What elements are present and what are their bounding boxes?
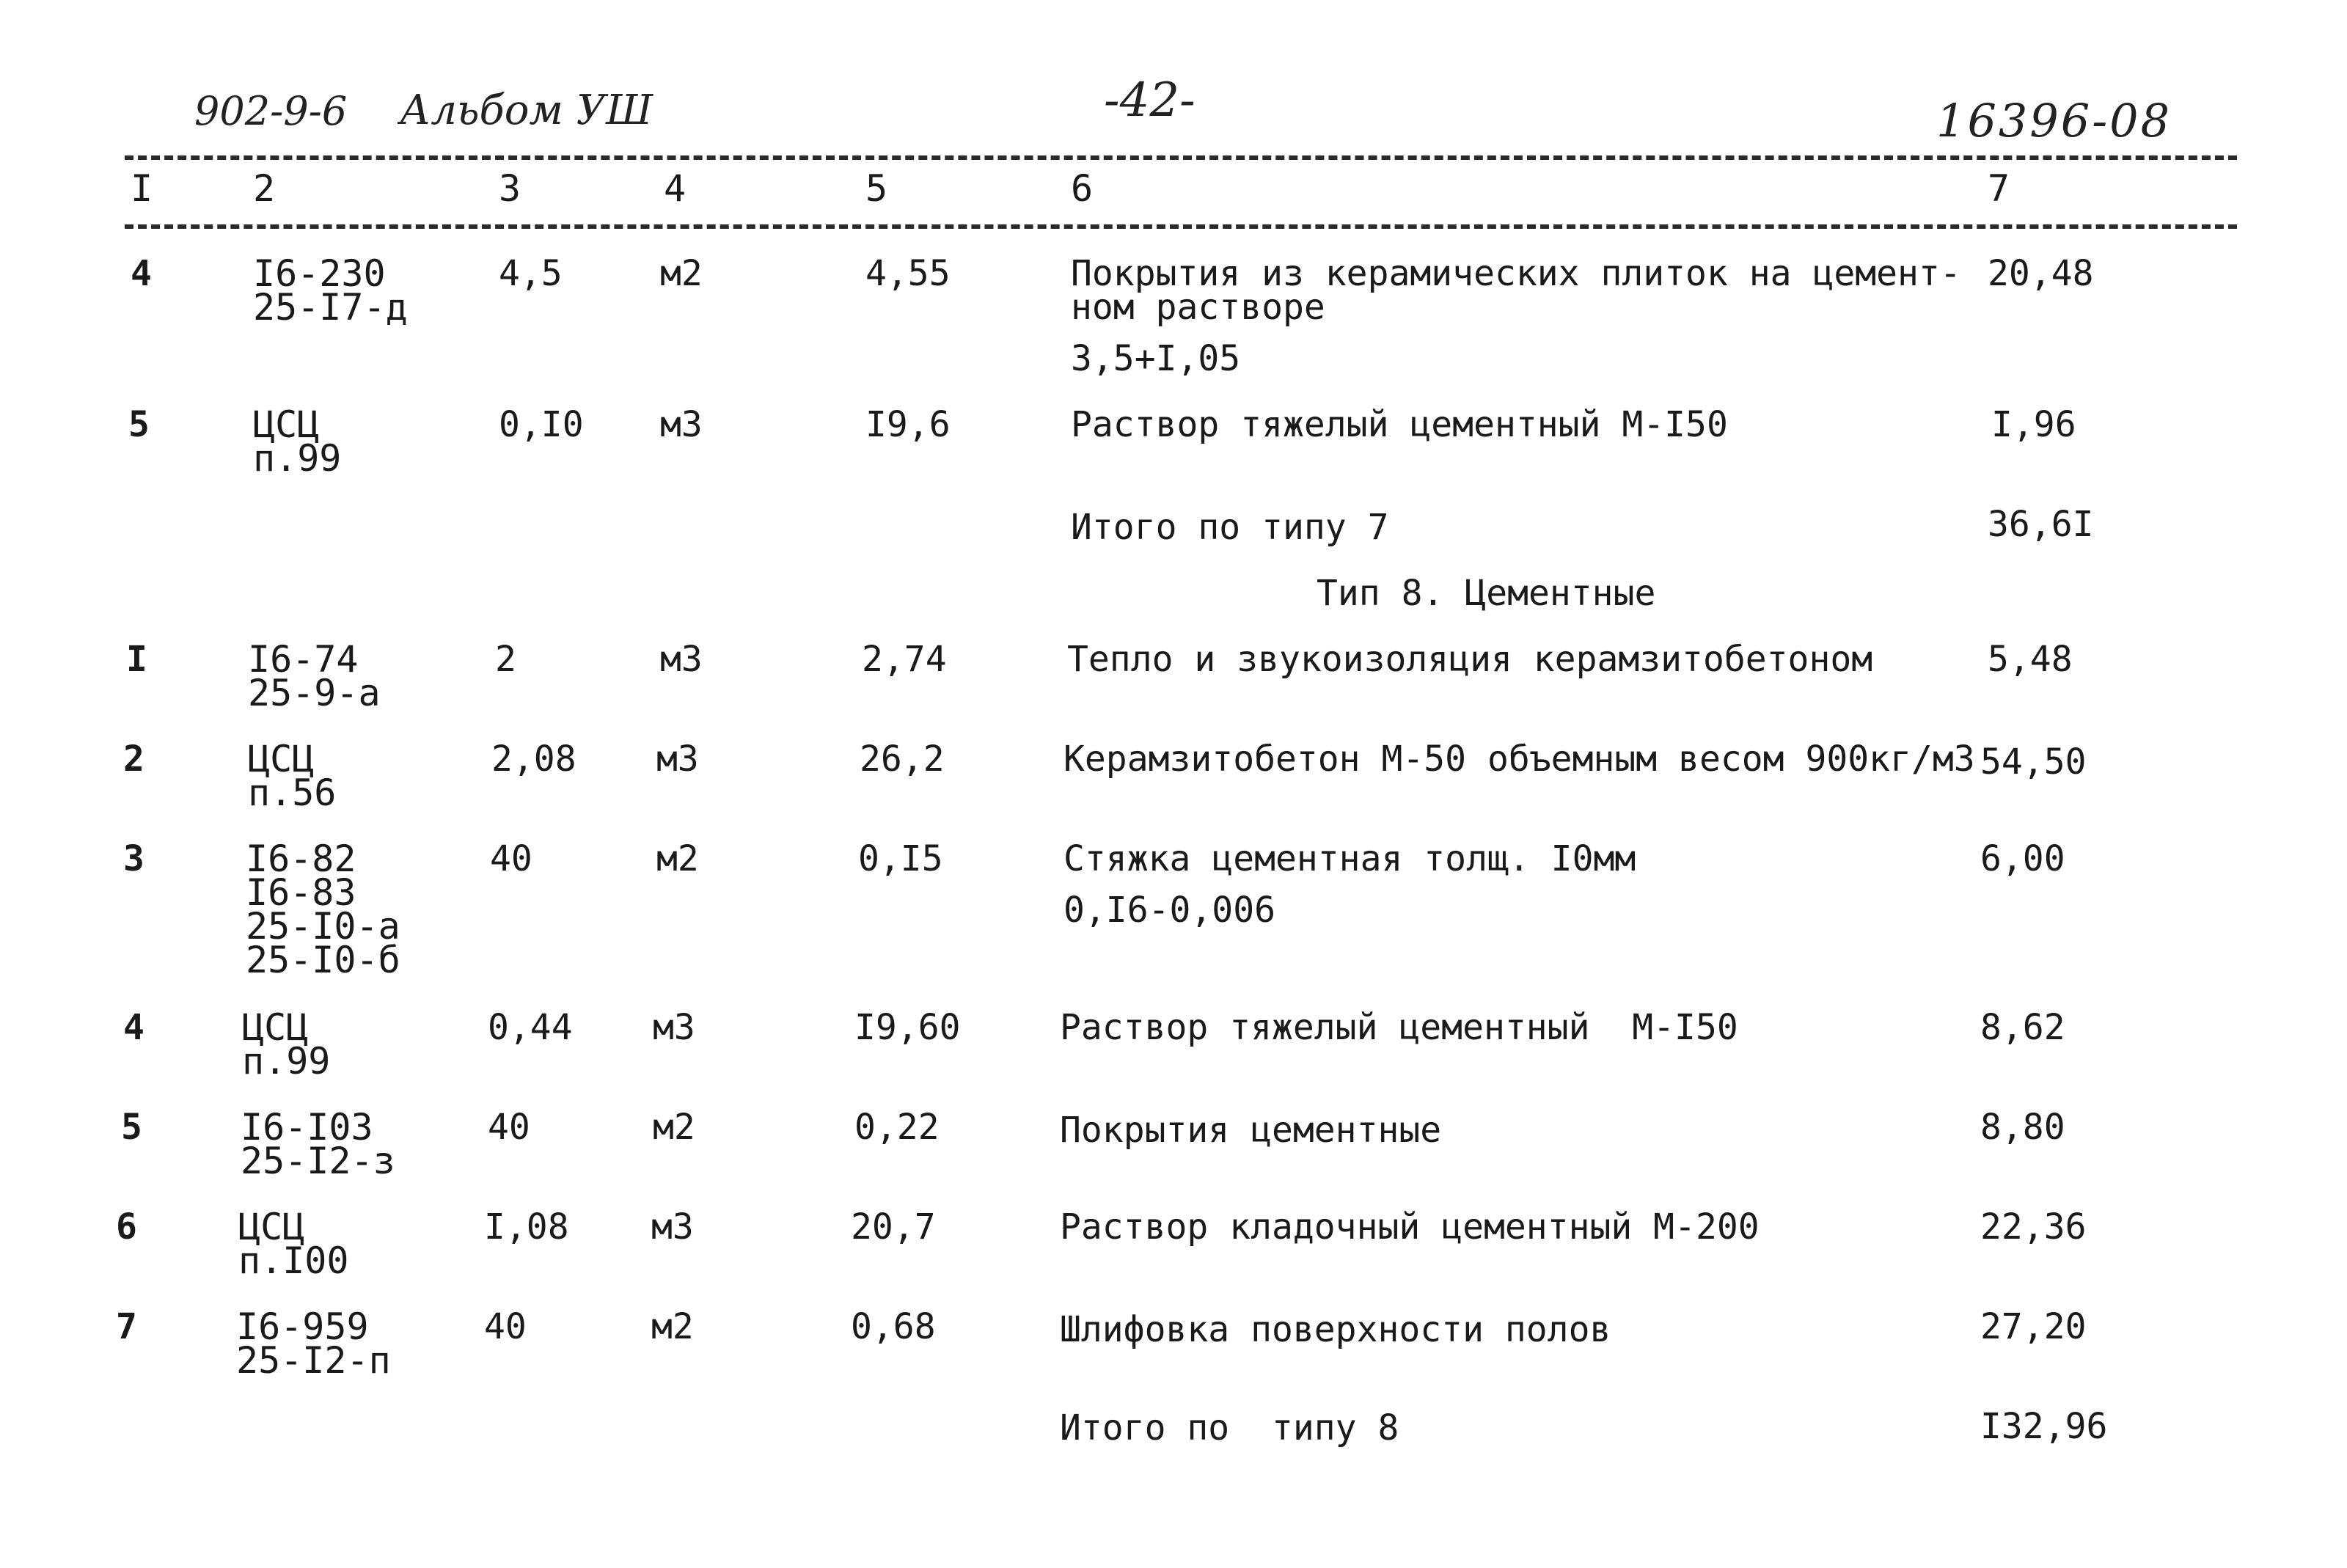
unit: м2 bbox=[653, 1107, 695, 1148]
norm-code: I6-959 bbox=[236, 1305, 369, 1348]
total: 8,80 bbox=[1980, 1107, 2065, 1148]
unit-price: 26,2 bbox=[860, 739, 945, 780]
norm-code: ЦСЦ bbox=[238, 1206, 305, 1248]
norm-code: 25-I0-б bbox=[246, 939, 400, 981]
calculation: 0,I6-0,006 bbox=[1063, 890, 1275, 931]
description: Стяжка цементная толщ. I0мм bbox=[1063, 838, 1636, 879]
document-number: 16396-08 bbox=[1936, 94, 2172, 147]
header-rule bbox=[125, 224, 2237, 229]
unit-price: 0,22 bbox=[854, 1107, 940, 1148]
row-number: 4 bbox=[123, 1007, 144, 1048]
norm-code: ЦСЦ bbox=[242, 1006, 309, 1049]
quantity: 0,44 bbox=[488, 1007, 573, 1048]
norm-code: 25-9-а bbox=[248, 672, 381, 714]
row-number: 5 bbox=[128, 404, 150, 445]
norm-code: ЦСЦ bbox=[248, 738, 315, 780]
quantity: 40 bbox=[484, 1306, 527, 1347]
row-number: 6 bbox=[116, 1206, 137, 1248]
unit-price: 0,68 bbox=[851, 1306, 936, 1347]
total: 5,48 bbox=[1988, 639, 2073, 680]
calculation: 3,5+I,05 bbox=[1071, 338, 1241, 379]
unit: м3 bbox=[660, 404, 703, 445]
col-header-1: I bbox=[131, 167, 153, 210]
description: Покрытия цементные bbox=[1060, 1110, 1442, 1151]
norm-code: 25-I2-з bbox=[241, 1140, 395, 1182]
col-header-3: 3 bbox=[499, 167, 521, 210]
total: 22,36 bbox=[1980, 1206, 2087, 1248]
quantity: 4,5 bbox=[499, 253, 563, 294]
top-rule bbox=[125, 155, 2237, 160]
row-number: 7 bbox=[116, 1306, 137, 1347]
description: Шлифовка поверхности полов bbox=[1060, 1309, 1611, 1350]
col-header-6: 6 bbox=[1071, 167, 1094, 210]
row-number: 2 bbox=[123, 739, 144, 780]
album-label: Альбом УШ bbox=[400, 87, 653, 134]
unit-price: 4,55 bbox=[865, 253, 951, 294]
norm-code: I6-I03 bbox=[241, 1106, 373, 1148]
page-number: -42- bbox=[1104, 73, 1196, 128]
norm-code: п.56 bbox=[248, 772, 337, 814]
total: I,96 bbox=[1991, 404, 2076, 445]
unit: м2 bbox=[651, 1306, 694, 1347]
unit-price: I9,6 bbox=[865, 404, 951, 445]
unit-price: I9,60 bbox=[854, 1007, 961, 1048]
series-number: 902-9-6 bbox=[194, 88, 348, 134]
subtotal-value: I32,96 bbox=[1980, 1406, 2108, 1447]
norm-code: 25-I0-а bbox=[246, 905, 400, 948]
col-header-5: 5 bbox=[865, 167, 888, 210]
norm-code: 25-I2-п bbox=[236, 1339, 391, 1382]
unit: м2 bbox=[660, 253, 703, 294]
subtotal-label: Итого по типу 7 bbox=[1071, 507, 1389, 548]
row-number: 4 bbox=[131, 253, 152, 294]
description: Тепло и звукоизоляция керамзитобетоном bbox=[1067, 639, 1873, 680]
description: Покрытия из керамических плиток на цемент- bbox=[1071, 253, 1961, 294]
unit: м3 bbox=[656, 739, 699, 780]
quantity: 0,I0 bbox=[499, 404, 584, 445]
subtotal-value: 36,6I bbox=[1988, 504, 2094, 545]
norm-code: п.99 bbox=[253, 437, 342, 480]
norm-code: I6-83 bbox=[246, 871, 356, 914]
row-number: I bbox=[126, 639, 147, 680]
description: Раствор тяжелый цементный М-I50 bbox=[1071, 404, 1728, 445]
quantity: 40 bbox=[490, 838, 532, 879]
unit: м3 bbox=[660, 639, 703, 680]
norm-code: I6-82 bbox=[246, 838, 356, 880]
quantity: 2,08 bbox=[491, 739, 576, 780]
quantity: I,08 bbox=[484, 1206, 569, 1248]
quantity: 2 bbox=[495, 639, 516, 680]
total: 20,48 bbox=[1988, 253, 2094, 294]
row-number: 5 bbox=[121, 1107, 142, 1148]
col-header-2: 2 bbox=[253, 167, 276, 210]
col-header-7: 7 bbox=[1988, 167, 2010, 210]
col-header-4: 4 bbox=[664, 167, 686, 210]
total: 8,62 bbox=[1980, 1007, 2065, 1048]
section-title: Тип 8. Цементные bbox=[1317, 573, 1656, 614]
description: ном растворе bbox=[1071, 287, 1325, 328]
unit: м2 bbox=[656, 838, 699, 879]
description: Керамзитобетон М-50 объемным весом 900кг/м3 bbox=[1063, 739, 1975, 780]
total: 6,00 bbox=[1980, 838, 2065, 879]
norm-code: I6-230 bbox=[253, 252, 386, 295]
norm-code: ЦСЦ bbox=[253, 403, 320, 446]
description: Раствор кладочный цементный М-200 bbox=[1060, 1206, 1760, 1248]
unit: м3 bbox=[651, 1206, 694, 1248]
total: 27,20 bbox=[1980, 1306, 2087, 1347]
unit-price: 2,74 bbox=[862, 639, 947, 680]
unit: м3 bbox=[653, 1007, 695, 1048]
norm-code: 25-I7-д bbox=[253, 286, 408, 329]
row-number: 3 bbox=[123, 838, 144, 879]
unit-price: 0,I5 bbox=[858, 838, 943, 879]
unit-price: 20,7 bbox=[851, 1206, 936, 1248]
description: Раствор тяжелый цементный М-I50 bbox=[1060, 1007, 1738, 1048]
subtotal-label: Итого по типу 8 bbox=[1060, 1407, 1399, 1448]
norm-code: п.I00 bbox=[238, 1239, 349, 1282]
norm-code: п.99 bbox=[242, 1040, 331, 1082]
quantity: 40 bbox=[488, 1107, 530, 1148]
total: 54,50 bbox=[1980, 741, 2087, 783]
norm-code: I6-74 bbox=[248, 638, 359, 681]
